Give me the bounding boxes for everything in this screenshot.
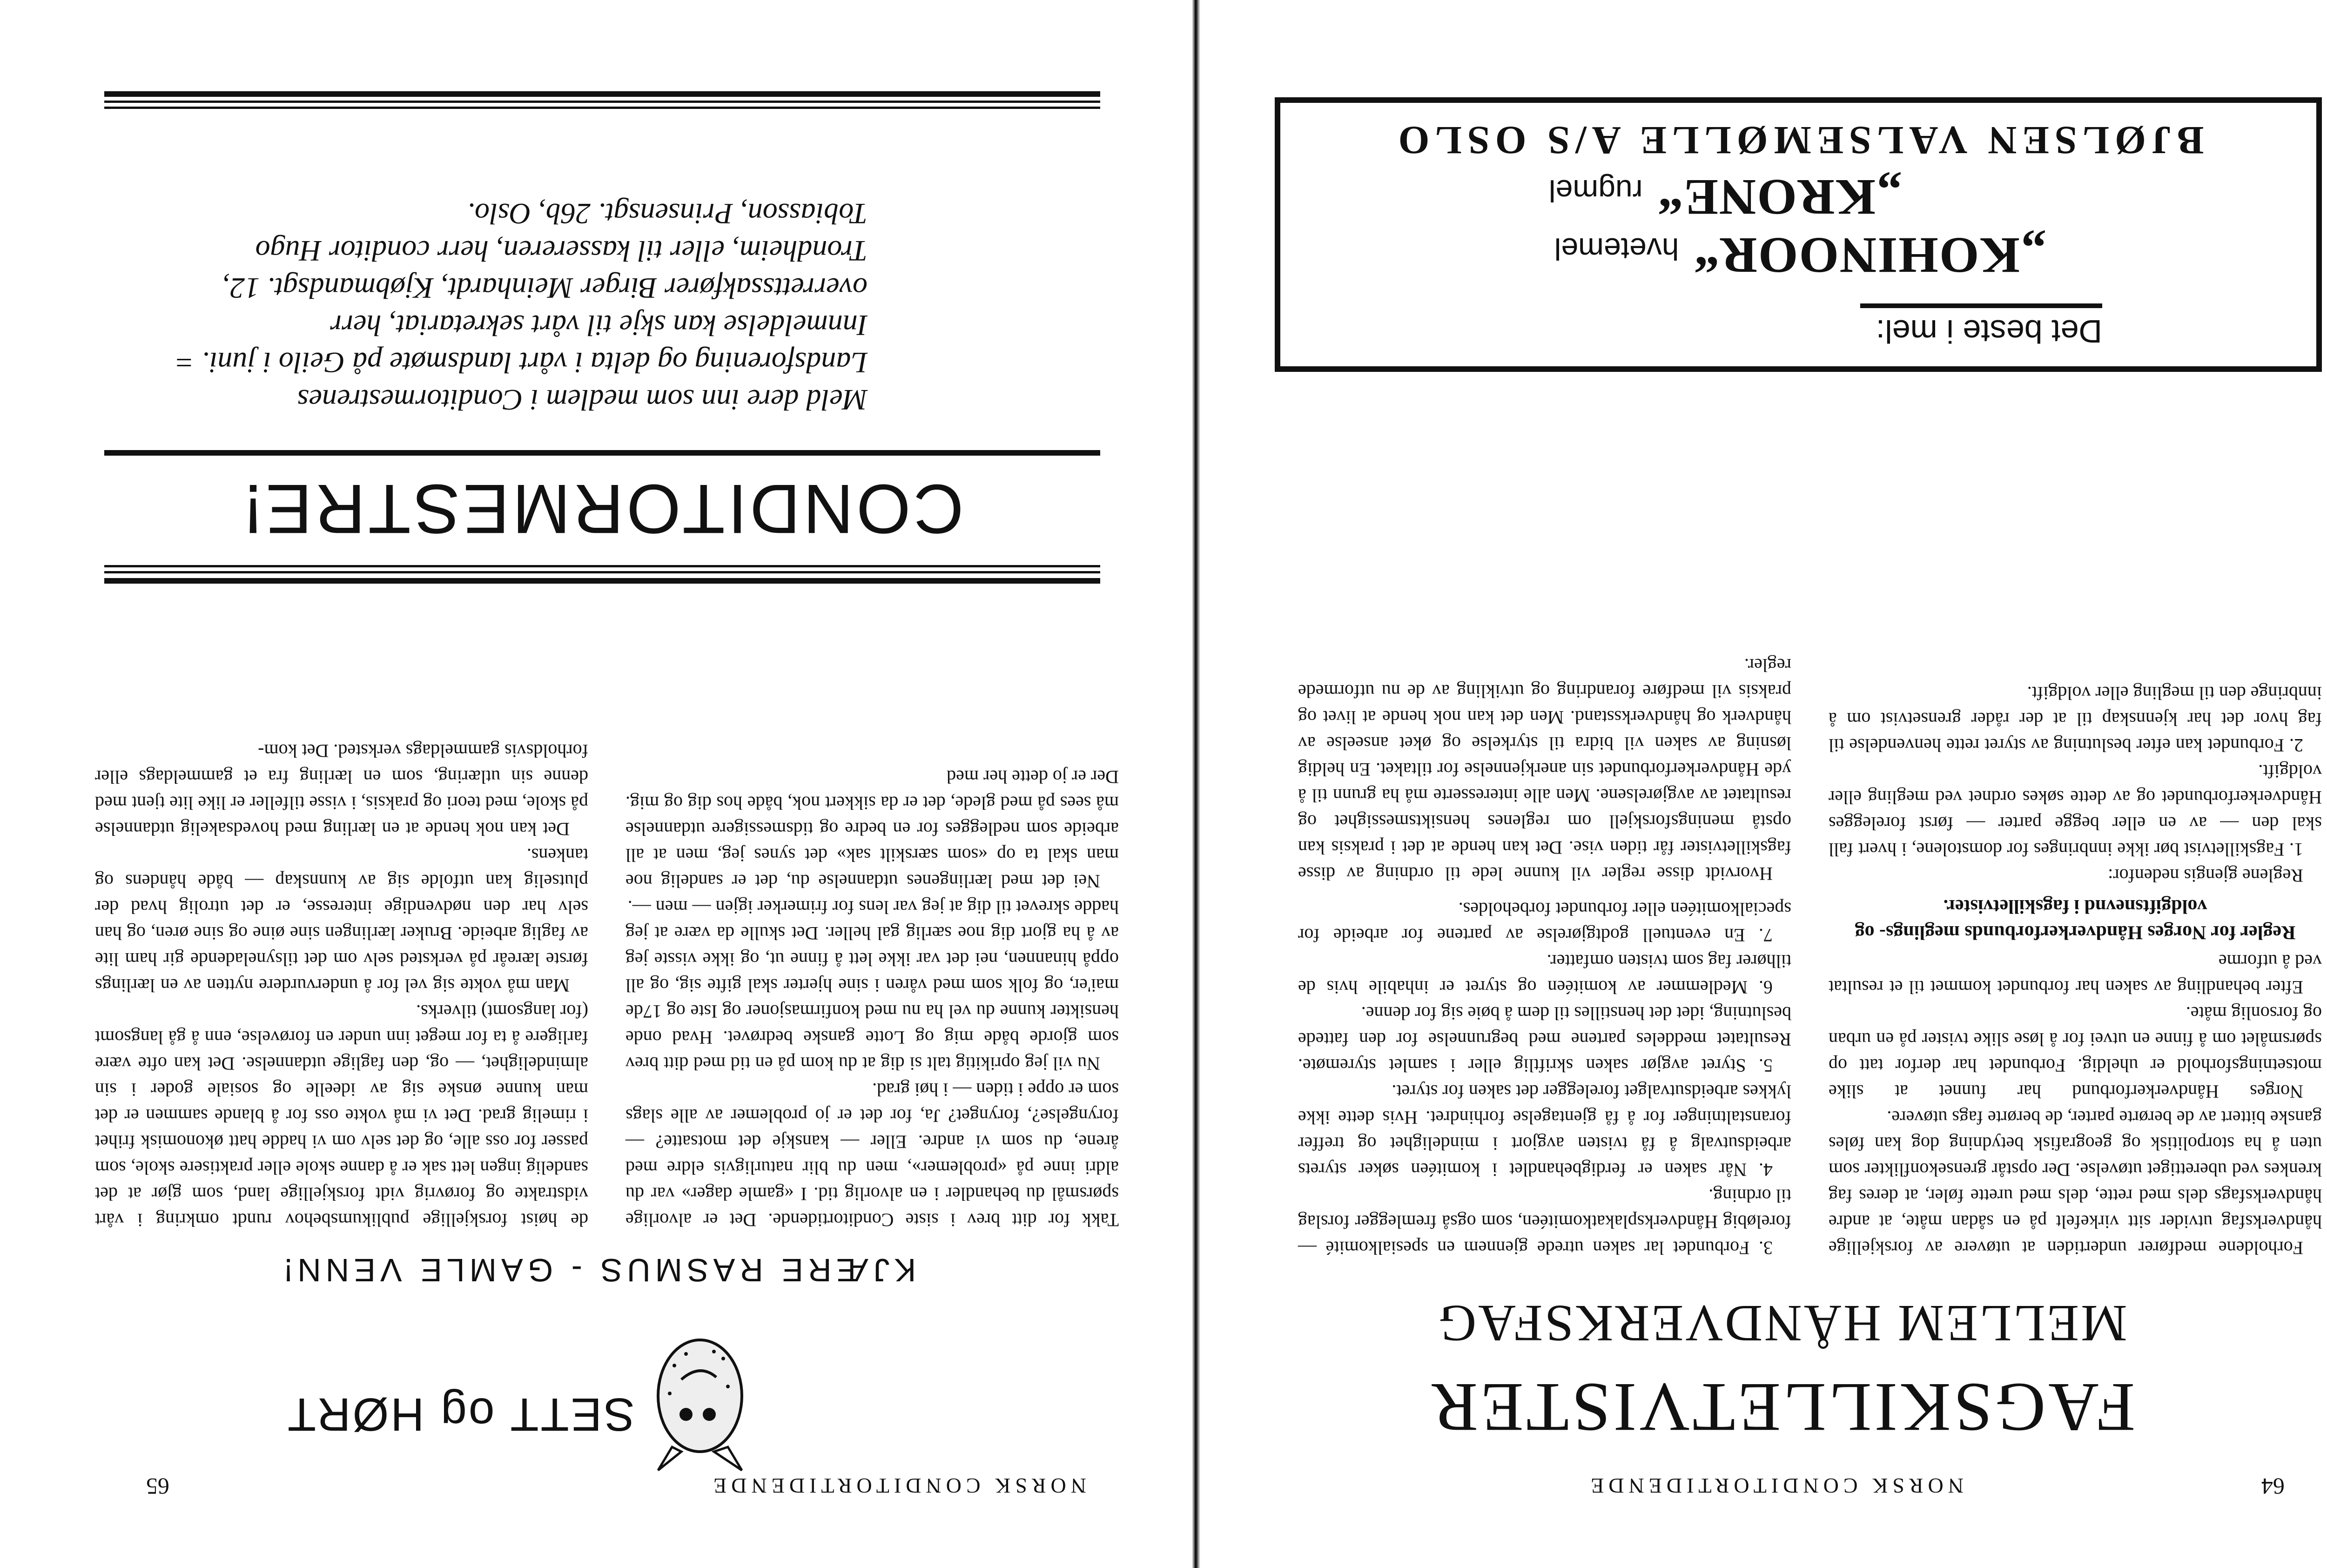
ad-brand-1	[1554, 226, 2046, 285]
notice-text: Meld dere inn som medlem i Conditormestrenes Landsforening og delta i vårt landsmøte på Geilo i juni. = Innmeldelse kan skje til vårt sekretariat, herr overrettssakfører Birger Meinhardt, Kjøbmandsgt. 12, Trondheim, eller til kassereren, herr conditor Hugo Tobiasson, Prinsensgt. 26b, Oslo.	[174, 197, 868, 417]
notice-rule-bottom-2	[104, 101, 1100, 103]
ad-brand-2	[1549, 168, 1902, 227]
rule-item: 2. Forbundet kan efter beslutning av styret rette henvendelse til fag hvor det har kjennskap til at der råder grensetvist om å innbringe den til megling eller voldgift.	[1829, 683, 2322, 756]
rule-item: 7. En eventuell godtgjørelse av partene for arbeide for specialkomitéen eller forbundet forbeholdes.	[1298, 899, 1791, 946]
paragraph: Man må vokte sig vel for å undervurdere nytten av en lærlings første læreår på verksted selv om det tilsyneladende gir ham lite av faglig arbeide. Bruker lærlingen sine øine og sine øren, og han selv har den nødvendige interesse, er det utrolig hvad der plutselig kan utfolde sig av kunnskap — både håndens og tankens.	[95, 845, 588, 996]
ad-company: BJØLSEN VALSEMØLLE A/S OSLO	[1392, 118, 2204, 163]
letter-column-2	[95, 484, 588, 1233]
paragraph: Nei det med lærlingenes utdannelse du, det er sandelig noe man skal ta op «som særskilt sak» det synes jeg, men at all arbeide som nedlegges for en bedre og tidsmessigere utdannelse må sees på med glede, det er da sikkert nok, både hos dig og mig. Der er jo dette her med	[625, 767, 1119, 892]
rules-intro: Reglene gjengis nedenfor:	[2108, 865, 2303, 886]
rule-item: 4. Når saken er ferdigbehandlet i komitéen søker styrets arbeidsutvalg å få tvisten avgjort i mindelighet og treffer foranstaltninger for å få gjentagelse forhindret. Hvis dette ikke lykkes arbeidsutvalget forelegger det saken for styret.	[1298, 1081, 1791, 1180]
article-title	[1228, 1369, 2327, 1446]
article-subtitle	[1340, 1294, 2224, 1352]
notice-rule-bottom-1	[104, 107, 1100, 109]
paragraph: Efter behandling av saken har forbundet kommet til et resultat ved å utforme	[1829, 951, 2322, 998]
notice-rule-top-3	[104, 565, 1100, 567]
rule-item: 1. Fagskilletvist bør ikke innbringes for domstolene, i hvert fall skal den — av en eller begge parter — først forelegges Håndverkerforbundet og av dette søkes ordnet ved megling eller voldgift.	[1829, 761, 2322, 860]
page-64	[1193, 0, 2327, 1568]
paragraph: Hvorvidt disse regler vil kunne lede til ordning av disse fagskilletvister får tiden vise. Det kan hende at det i praksis kan opstå meningsforskjell om reglenes hensiktsmessighet og resultatet av avgjørelsene. Men alle interesserte må ha grunn til å yde Håndverkerforbundet sin anerkjennelse for tiltaket. En heldig løsning av saken vil bidra til styrkelse og øket anseelse av håndverk og håndverksstand. Men det kan nok hende at livet og praksis vil medføre forandring og utvikling av de nu utformede regler.	[1298, 655, 1791, 884]
paragraph: Takk for ditt brev i siste Conditortidende. Det er alvorlige spørsmål du behandler i en alvorlig tid. I «gamle dager» var du aldri inne på «problemer», men du blir naturligvis eldre med årene, du som vi andre. Eller — kanskje det motsatte? — foryngelse?, forynget? Ja, for det er jo problemer av alle slags som er oppe i tiden — i høi grad.	[625, 1079, 1119, 1231]
article-column-1	[1829, 386, 2322, 1261]
paragraph: Nu vil jeg oprikitig talt si dig at du kom på en tid med ditt brev som gjorde både mig og Lotte ganske bedrøvet. Hvad onde hensikter kunne du vel ha nu med konfirmasjoner og Iste og 17de mai'er, og folk som med våren i sine hjerter skal gifte sig, og all oppå hinannen, nei det var ikke lett å finne ut, og ikke visste jeg av å ha gjort dig noe særlig gal heller. Det skulle da være at jeg hadde skrevet til dig at jeg var lens for frimerker igjen — men —.	[625, 897, 1119, 1074]
notice-rule-bottom-3	[104, 91, 1100, 97]
rules-subheading: Regler for Norges Håndverkerforbunds meglings- og voldgiftsnevnd i fagskilletvister.	[1855, 895, 2296, 943]
ad-intro-underline	[1860, 303, 2102, 308]
article-title-line1: FAGSKILLETVISTER	[1428, 1369, 2136, 1446]
notice-title: CONDITORMESTRE!	[241, 470, 964, 548]
logo-text: SETT og HØRT	[285, 1388, 635, 1440]
letter-heading: KJÆRE RASMUS - GAMLE VENN!	[279, 1252, 916, 1288]
notice-rule-top-1	[104, 578, 1100, 584]
paragraph: Norges Håndverkerforbund har funnet at slike motsetningsforhold er uheldig. Forbundet har derfor tatt op spørsmålet om å finne en utvei for å løse slike tvister på en urban og forsonlig måte.	[1829, 1003, 2322, 1102]
paragraph: Det kan nok hende at en lærling med hovedsakelig utdannelse på skole, med teori og praksis, i visse tilfeller er like lite tjent med denne sin utlæring, som en lærling fra et gammeldags eller forholdsvis gammeldags verksted. Det kom-	[95, 740, 588, 840]
notice-rule-mid	[104, 450, 1100, 456]
notice-rule-top-2	[104, 571, 1100, 573]
advertisement-box	[1275, 97, 2322, 372]
rule-item: 6. Medlemmer av komitéen og styret er inhabile hvis de tilhører fag som tvisten omfatter.	[1298, 951, 1791, 998]
page-number: 65	[146, 1474, 169, 1500]
article-title-line2: MELLEM HÅNDVERKSFAG	[1437, 1294, 2127, 1352]
ad-brand-2-name: „KRONE“	[1656, 169, 1902, 226]
rule-item: 5. Styret avgjør saken skriftlig eller i samlet styremøte. Resultatet meddeles partene med begrunnelse for den fattede beslutning, idet det henstilles til dem å bøie sig for denne.	[1298, 1003, 1791, 1076]
page-number: 64	[2261, 1474, 2285, 1500]
article-column-2	[1298, 386, 1791, 1261]
paragraph: Forholdene medfører undertiden at utøvere av forskjellige håndverksfag utvider sitt virkefelt på en sådan måte, at andre håndverksfags dels med rette, dels med urette føler, at deres fag krenkes ved uberettiget utøvelse. Der opstår grensekonflikter som uten å ha storpolitisk og geografisk betydning dog kan føles ganske bittert av de berørte parter, de berørte fags utøvere.	[1829, 1107, 2322, 1258]
ad-brand-1-desc: hvetemel	[1554, 232, 1679, 266]
ad-intro: Det beste i mel:	[1876, 313, 2102, 350]
running-head: NORSK CONDITORTIDENDE	[709, 1474, 1086, 1498]
ad-brand-1-name: „KOHINOOR“	[1693, 227, 2046, 284]
rule-item: 3. Forbundet lar saken utrede gjennem en spesialkomité — foreløbig Håndverksplakatkomitéen, som også fremlegger forslag til ordning.	[1298, 1185, 1791, 1258]
running-head: NORSK CONDITORTIDENDE	[1586, 1474, 1964, 1498]
ad-brand-2-desc: rugmel	[1548, 174, 1643, 208]
letter-column-1	[625, 484, 1119, 1233]
paragraph: de høist forskjellige publikumsbehov rundt omkring i vårt vidstrakte og forøvrig vidt forskjellige land, som gjør at det sandelig ingen lett sak er å danne skole eller praktisere skole, som passer for oss alle, og det selv om vi hadde hatt økonomisk frihet i rimelig grad. Det vi må vokte oss for å blande sammen er det man kunne ønske sig av ideelle og sosiale goder i sin almindelighet, — og, den faglige utdannelse. Det kan ofte være farligere å ta for meget inn under en forøvelse, enn å gå langsomt (for langsomt) tilverks.	[95, 1001, 588, 1231]
